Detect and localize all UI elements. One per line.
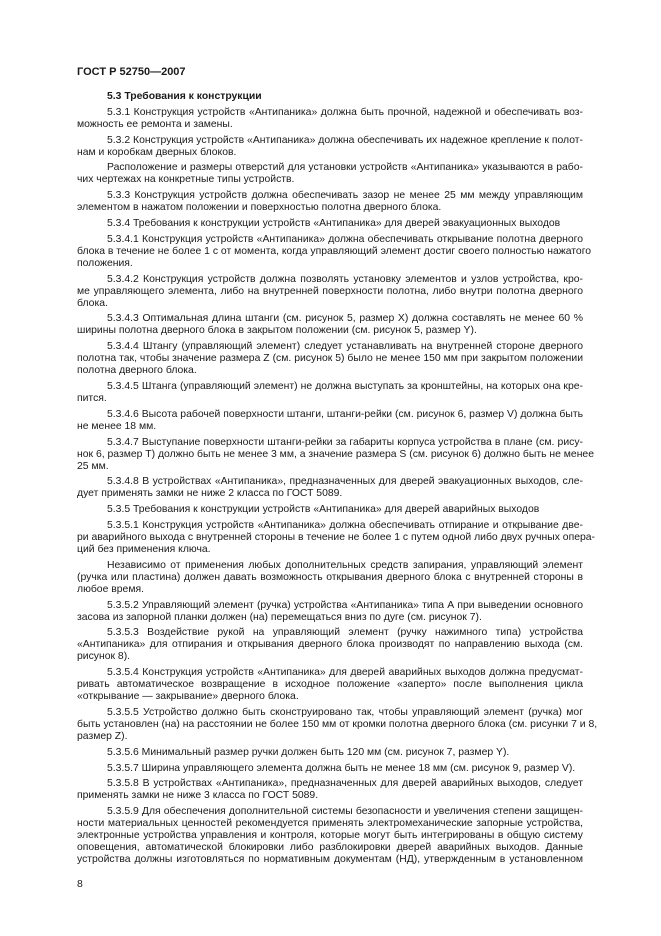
paragraph xyxy=(77,778,583,802)
text-line: блока. xyxy=(77,297,108,309)
text-line: 5.3.4.2 Конструкция устройств должна позволять установку элементов и узлов устройства, кро- xyxy=(107,273,583,285)
text-line: «открывание — закрывание» дверного блока. xyxy=(77,691,299,703)
paragraph xyxy=(77,436,594,473)
text-line: 5.3.4.3 Оптимальная длина штанги (см. рисунок 5, размер X) должна составлять не менее 60 % xyxy=(107,313,583,325)
text-line: 5.3.5.6 Минимальный размер ручки должен быть 120 мм (см. рисунок 7, размер Y). xyxy=(107,746,510,758)
text-line: ности материальных ценностей рекомендуется применять электромеханические запорные устройства, xyxy=(77,818,583,830)
text-line: оповещения, автоматической блокировки либо разблокировки дверей аварийных выходов. Данные xyxy=(77,842,583,854)
paragraph xyxy=(77,627,583,663)
text-line: любое время. xyxy=(77,583,144,595)
text-line: устройства должны изготовляться по нормативным документам (НД), утвержденным в установленном xyxy=(77,854,583,866)
document-header: ГОСТ Р 52750—2007 xyxy=(77,66,186,78)
text-line: 5.3.3 Конструкция устройств должна обеспечивать зазор не менее 25 мм между управляющим xyxy=(107,190,583,202)
text-line: 5.3.1 Конструкция устройств «Антипаника» должна быть прочной, надежной и обеспечивать воз- xyxy=(107,106,583,118)
paragraph xyxy=(77,600,583,624)
paragraph xyxy=(77,476,583,500)
paragraph xyxy=(77,806,583,866)
text-line: 5.3.4.1 Конструкция устройств «Антипаника» должна обеспечивать открывание полотна дверного xyxy=(107,233,583,245)
paragraph xyxy=(77,381,583,405)
text-line: «Антипаника» для отпирания и открывания дверного блока производят по направлению выхода (см. xyxy=(77,639,583,651)
text-line: Расположение и размеры отверстий для установки устройств «Антипаника» указываются в рабо- xyxy=(107,162,583,174)
text-line: быть установлен (на) на расстоянии не более 150 мм от кромки полотна дверного блока (см. рисунки 7 и 8, xyxy=(77,718,598,730)
text-line: Независимо от применения любых дополнительных средств запирания, управляющий элемент xyxy=(107,559,583,571)
text-line: полотна так, чтобы значение размера Z (см. рисунок 5) было не менее 150 мм при закрытом положении xyxy=(77,353,583,365)
paragraph xyxy=(77,706,598,743)
paragraph xyxy=(77,162,583,186)
text-line: 5.3.4 Требования к конструкции устройств «Антипаника» для дверей эвакуационных выходов xyxy=(107,217,561,229)
text-line: 5.3.2 Конструкция устройств «Антипаника» должна обеспечивать их надежное крепление к полот- xyxy=(107,134,583,146)
paragraph xyxy=(77,190,583,214)
text-line: ций без применения ключа. xyxy=(77,543,211,555)
text-line: электронные устройства управления и контроля, которые могут быть интегрированы в общую систему xyxy=(77,830,583,842)
paragraph xyxy=(77,519,595,556)
paragraph xyxy=(77,763,583,775)
text-line: рисунок 8). xyxy=(77,651,131,663)
paragraph xyxy=(77,504,583,516)
text-line: 5.3.4.6 Высота рабочей поверхности штанги, штанги-рейки (см. рисунок 6, размер V) должна быть xyxy=(107,408,583,420)
text-line: (ручка или пластина) должен давать возможность открывания дверного блока с внутренней стороны в xyxy=(77,571,583,583)
paragraph xyxy=(77,560,583,596)
text-line: дует применять замки не ниже 2 класса по ГОСТ 5089. xyxy=(77,488,343,500)
text-line: 5.3.5 Требования к конструкции устройств «Антипаника» для дверей аварийных выходов xyxy=(107,504,540,516)
paragraph xyxy=(77,274,583,310)
text-line: 5.3.5.8 В устройствах «Антипаника», предназначенных для дверей аварийных выходов, следует xyxy=(107,778,583,790)
text-line: 5.3.5.7 Ширина управляющего элемента должна быть не менее 18 мм (см. рисунок 9, размер V). xyxy=(107,762,576,774)
section-heading xyxy=(77,91,583,103)
text-line: 5.3 Требования к конструкции xyxy=(107,91,262,102)
text-line: нок 6, размер T) должно быть не менее 3 мм, а значение размера S (см. рисунок 6) должно быть не менее xyxy=(77,448,594,460)
text-line: ри аварийного выхода с внутренней стороны в течение не более 1 с путем одной либо двух ручных опера- xyxy=(77,531,595,543)
text-line: 5.3.5.3 Воздействие рукой на управляющий элемент (ручку нажимного типа) устройства xyxy=(107,627,583,639)
paragraph xyxy=(77,218,583,230)
text-line: полотна дверного блока. xyxy=(77,365,197,377)
paragraph xyxy=(77,341,583,377)
text-line: элементом в нажатом положении и поверхностью полотна дверного блока. xyxy=(77,202,442,214)
text-line: размер Z). xyxy=(77,730,128,742)
text-line: 5.3.4.7 Выступание поверхности штанги-рейки за габариты корпуса устройства в плане (см. рису- xyxy=(107,436,583,448)
text-line: 5.3.4.8 В устройствах «Антипаника», предназначенных для дверей эвакуационных выходов, сле- xyxy=(107,476,583,488)
text-line: ривать автоматическое возвращение в исходное положение «заперто» после выполнения цикла xyxy=(77,679,583,691)
paragraph xyxy=(77,667,583,703)
page-number: 8 xyxy=(77,879,83,890)
text-line: нам и коробкам дверных блоков. xyxy=(77,146,237,158)
text-line: 5.3.4.5 Штанга (управляющий элемент) не должна выступать за кронштейны, на которых она кре- xyxy=(107,380,583,392)
paragraph xyxy=(77,313,583,337)
paragraph xyxy=(77,233,592,270)
paragraph xyxy=(77,107,583,131)
text-line: применять замки не ниже 3 класса по ГОСТ 5089. xyxy=(77,790,319,802)
text-line: ширины полотна дверного блока в закрытом положении (см. рисунок 5, размер Y). xyxy=(77,325,477,337)
text-line: 5.3.5.5 Устройство должно быть сконструировано так, чтобы управляющий элемент (ручка) мог xyxy=(107,706,583,718)
text-line: ме управляющего элемента, либо на внутренней поверхности полотна, либо внутри полотна дверного xyxy=(77,285,583,297)
text-line: положения. xyxy=(77,257,133,269)
text-line: 5.3.5.9 Для обеспечения дополнительной системы безопасности и увеличения степени защищен- xyxy=(107,806,583,818)
text-line: не менее 18 мм. xyxy=(77,420,157,432)
paragraph xyxy=(77,135,583,159)
paragraph xyxy=(77,747,583,759)
text-line: 5.3.5.4 Конструкция устройств «Антипаника» для дверей аварийных выходов должна предусмат- xyxy=(107,667,583,679)
text-line: 5.3.5.1 Конструкция устройств «Антипаника» должна обеспечивать отпирание и открывание две- xyxy=(107,519,583,531)
document-body xyxy=(77,91,598,866)
text-line: 5.3.5.2 Управляющий элемент (ручка) устройства «Антипаника» типа А при выведении основного xyxy=(107,599,583,611)
text-line: пится. xyxy=(77,392,107,404)
text-line: блока в течение не более 1 с от момента, когда управляющий элемент достиг своего полностью нажатого xyxy=(77,245,592,257)
text-line: можность ее ремонта и замены. xyxy=(77,118,233,130)
text-line: 25 мм. xyxy=(77,460,109,472)
text-line: чих чертежах на конкретные типы устройств. xyxy=(77,174,295,186)
paragraph xyxy=(77,409,583,433)
text-line: 5.3.4.4 Штангу (управляющий элемент) следует устанавливать на внутренней стороне дверного xyxy=(107,341,583,353)
text-line: засова из запорной планки должен (на) перемещаться вниз по дуге (см. рисунок 7). xyxy=(77,611,482,623)
